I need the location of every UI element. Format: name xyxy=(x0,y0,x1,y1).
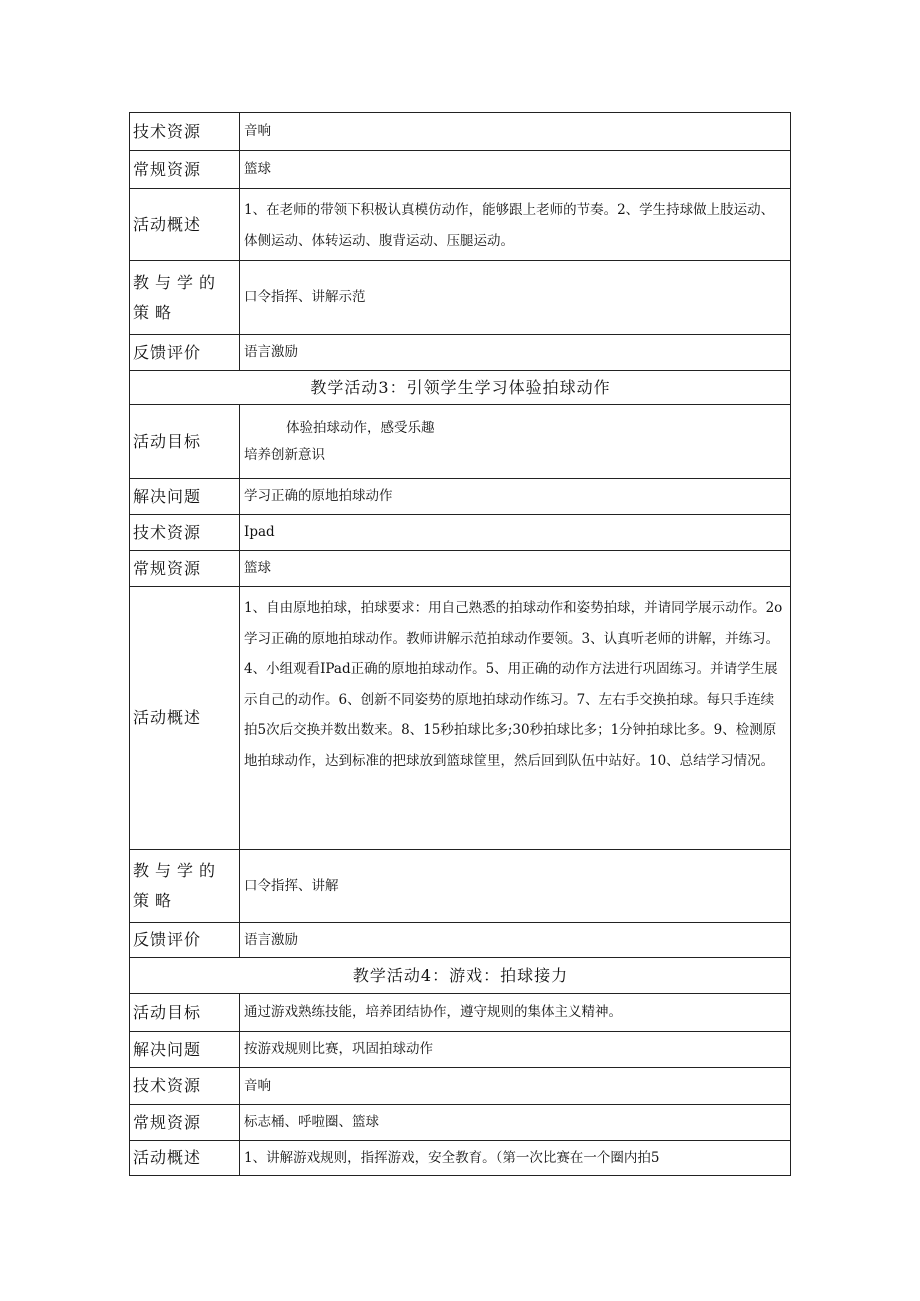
table-row xyxy=(130,1141,791,1176)
table-row xyxy=(130,1068,791,1105)
table-row xyxy=(130,1105,791,1141)
table-row xyxy=(130,1032,791,1068)
table-row xyxy=(130,850,791,923)
row-value: 篮球 xyxy=(240,551,791,587)
table-row xyxy=(130,551,791,587)
row-label: 教与学的策略 xyxy=(130,261,240,335)
section-heading-row xyxy=(130,958,791,994)
row-label: 技术资源 xyxy=(130,1068,240,1105)
row-label: 活动概述 xyxy=(130,189,240,261)
row-value: 音响 xyxy=(240,113,791,151)
activity4-heading: 教学活动4：游戏：拍球接力 xyxy=(130,958,791,994)
table-row xyxy=(130,405,791,479)
table-row xyxy=(130,515,791,551)
row-label: 常规资源 xyxy=(130,151,240,189)
row-value: 1、自由原地拍球，拍球要求：用自己熟悉的拍球动作和姿势拍球，并请同学展示动作。2o学习正确的原地拍球动作。教师讲解示范拍球动作要领。3、认真听老师的讲解，并练习。4、小组观看IPad正确的原地拍球动作。5、用正确的动作方法进行巩固练习。并请学生展示自己的动作。6、创新不同姿势的原地拍球动作练习。7、左右手交换拍球。每只手连续拍5次后交换并数出数来。8、15秒拍球比多;30秒拍球比多；1分钟拍球比多。9、检测原地拍球动作，达到标准的把球放到篮球筐里，然后回到队伍中站好。10、总结学习情况。 xyxy=(240,587,791,850)
goal-line: 体验拍球动作，感受乐趣 xyxy=(286,419,435,436)
table-row xyxy=(130,261,791,335)
row-value: 口令指挥、讲解 xyxy=(240,850,791,923)
row-value: 口令指挥、讲解示范 xyxy=(240,261,791,335)
goal-line: 培养创新意识 xyxy=(244,446,325,463)
row-value: 标志桶、呼啦圈、篮球 xyxy=(240,1105,791,1141)
row-label: 活动概述 xyxy=(130,587,240,850)
row-label: 解决问题 xyxy=(130,1032,240,1068)
activity3-heading: 教学活动3：引领学生学习体验拍球动作 xyxy=(130,371,791,405)
row-value: 通过游戏熟练技能，培养团结协作，遵守规则的集体主义精神。 xyxy=(240,994,791,1032)
row-value: 按游戏规则比赛，巩固拍球动作 xyxy=(240,1032,791,1068)
row-value: 1、讲解游戏规则，指挥游戏，安全教育。（第一次比赛在一个圈内拍5 xyxy=(240,1141,791,1176)
lesson-plan-table xyxy=(129,112,791,1176)
section-heading-row xyxy=(130,371,791,405)
row-value: 篮球 xyxy=(240,151,791,189)
table-row xyxy=(130,587,791,850)
row-label: 反馈评价 xyxy=(130,923,240,958)
row-label: 常规资源 xyxy=(130,551,240,587)
table-row xyxy=(130,479,791,515)
row-label: 解决问题 xyxy=(130,479,240,515)
row-value: 语言激励 xyxy=(240,923,791,958)
row-value: Ipad xyxy=(240,515,791,551)
table-row xyxy=(130,923,791,958)
row-value: 语言激励 xyxy=(240,335,791,371)
table-row xyxy=(130,113,791,151)
table-row xyxy=(130,189,791,261)
row-label: 教与学的策略 xyxy=(130,850,240,923)
row-label: 技术资源 xyxy=(130,113,240,151)
table-row xyxy=(130,151,791,189)
row-value xyxy=(240,405,791,479)
row-value: 音响 xyxy=(240,1068,791,1105)
row-value: 1、在老师的带领下积极认真模仿动作，能够跟上老师的节奏。2、学生持球做上肢运动、体侧运动、体转运动、腹背运动、压腿运动。 xyxy=(240,189,791,261)
row-label: 技术资源 xyxy=(130,515,240,551)
row-label: 反馈评价 xyxy=(130,335,240,371)
row-label: 活动概述 xyxy=(130,1141,240,1176)
row-label: 活动目标 xyxy=(130,405,240,479)
lesson-plan-page xyxy=(129,112,790,1176)
row-label: 常规资源 xyxy=(130,1105,240,1141)
row-label: 活动目标 xyxy=(130,994,240,1032)
table-row xyxy=(130,335,791,371)
row-value: 学习正确的原地拍球动作 xyxy=(240,479,791,515)
table-row xyxy=(130,994,791,1032)
